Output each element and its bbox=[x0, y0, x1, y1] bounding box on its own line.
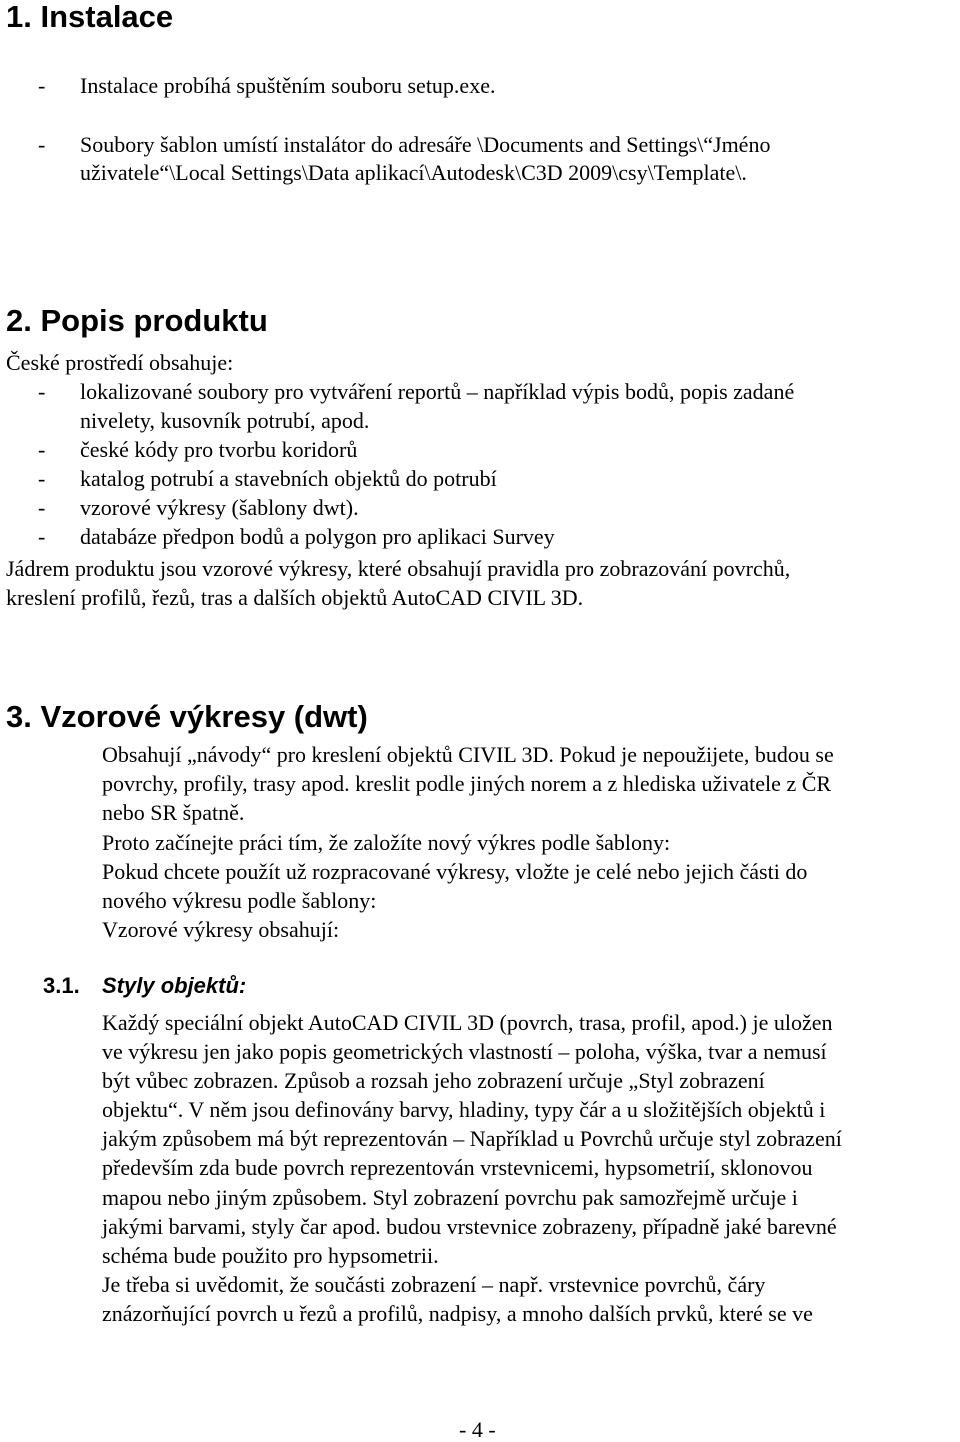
paragraph-line: především zda bude povrch reprezentován vrstevnicemi, hypsometrií, sklonovou bbox=[102, 1155, 813, 1180]
paragraph-line: ve výkresu jen jako popis geometrických vlastností – poloha, výška, tvar a nemusí bbox=[102, 1039, 827, 1064]
paragraph-line: kreslení profilů, řezů, tras a dalších objektů AutoCAD CIVIL 3D. bbox=[6, 585, 584, 610]
paragraph-line: Pokud chcete použít už rozpracované výkresy, vložte je celé nebo jejich části do bbox=[102, 859, 808, 884]
heading-instalace: 1. Instalace bbox=[6, 0, 174, 34]
bullet-dash: - bbox=[38, 132, 46, 157]
paragraph-line: nového výkresu podle šablony: bbox=[102, 888, 377, 913]
paragraph-line: Vzorové výkresy obsahují: bbox=[102, 917, 340, 942]
paragraph-line: Je třeba si uvědomit, že součásti zobrazení – např. vrstevnice povrchů, čáry bbox=[102, 1272, 766, 1297]
paragraph-line: být vůbec zobrazen. Způsob a rozsah jeho zobrazení určuje „Styl zobrazení bbox=[102, 1068, 765, 1093]
list-item-continuation: nivelety, kusovník potrubí, apod. bbox=[80, 408, 370, 433]
list-item-text: Soubory šablon umístí instalátor do adresáře \Documents and Settings\“Jméno bbox=[80, 132, 771, 157]
paragraph-line: nebo SR špatně. bbox=[102, 800, 245, 825]
subheading-styly-objektu bbox=[43, 973, 443, 999]
bullet-dash: - bbox=[38, 73, 46, 98]
bullet-dash: - bbox=[38, 466, 46, 491]
paragraph-line: Každý speciální objekt AutoCAD CIVIL 3D (povrch, trasa, profil, apod.) je uložen bbox=[102, 1010, 833, 1035]
subheading-number: 3.1. bbox=[43, 973, 80, 998]
paragraph-line: Obsahují „návody“ pro kreslení objektů CIVIL 3D. Pokud je nepoužijete, budou se bbox=[102, 742, 834, 767]
list-item-text: Instalace probíhá spuštěním souboru setup.exe. bbox=[80, 73, 496, 98]
paragraph-line: jakým způsobem má být reprezentován – Například u Povrchů určuje styl zobrazení bbox=[102, 1126, 842, 1151]
paragraph-line: Jádrem produktu jsou vzorové výkresy, které obsahují pravidla pro zobrazování povrchů, bbox=[6, 556, 791, 581]
bullet-dash: - bbox=[38, 524, 46, 549]
list-item-continuation: uživatele“\Local Settings\Data aplikací\Autodesk\C3D 2009\csy\Template\. bbox=[80, 160, 747, 185]
list-item-text: lokalizované soubory pro vytváření reportů – například výpis bodů, popis zadané bbox=[80, 379, 795, 404]
paragraph-line: znázorňující povrch u řezů a profilů, nadpisy, a mnoho dalších prvků, které se ve bbox=[102, 1301, 813, 1326]
list-item-text: vzorové výkresy (šablony dwt). bbox=[80, 495, 359, 520]
paragraph-line: mapou nebo jiným způsobem. Styl zobrazení povrchu pak samozřejmě určuje i bbox=[102, 1185, 798, 1210]
heading-vzorove-vykresy: 3. Vzorové výkresy (dwt) bbox=[6, 699, 368, 734]
paragraph-line: schéma bude použito pro hypsometrii. bbox=[102, 1243, 439, 1268]
paragraph-line: povrchy, profily, trasy apod. kreslit podle jiných norem a z hlediska uživatele z ČR bbox=[102, 771, 832, 796]
list-item-text: databáze předpon bodů a polygon pro aplikaci Survey bbox=[80, 524, 555, 549]
list-item-text: katalog potrubí a stavebních objektů do potrubí bbox=[80, 466, 497, 491]
bullet-dash: - bbox=[38, 437, 46, 462]
paragraph-line: Proto začínejte práci tím, že založíte nový výkres podle šablony: bbox=[102, 830, 671, 855]
heading-popis-produktu: 2. Popis produktu bbox=[6, 303, 268, 338]
page-number: - 4 - bbox=[459, 1417, 496, 1442]
bullet-dash: - bbox=[38, 379, 46, 404]
paragraph-line: jakými barvami, styly čar apod. budou vrstevnice zobrazeny, případně jaké barevné bbox=[102, 1214, 837, 1239]
paragraph-line: objektu“. V něm jsou definovány barvy, hladiny, typy čár a u složitějších objektů i bbox=[102, 1097, 826, 1122]
subheading-title: Styly objektů: bbox=[102, 973, 247, 998]
section-intro: České prostředí obsahuje: bbox=[6, 350, 234, 375]
list-item-text: české kódy pro tvorbu koridorů bbox=[80, 437, 358, 462]
bullet-dash: - bbox=[38, 495, 46, 520]
